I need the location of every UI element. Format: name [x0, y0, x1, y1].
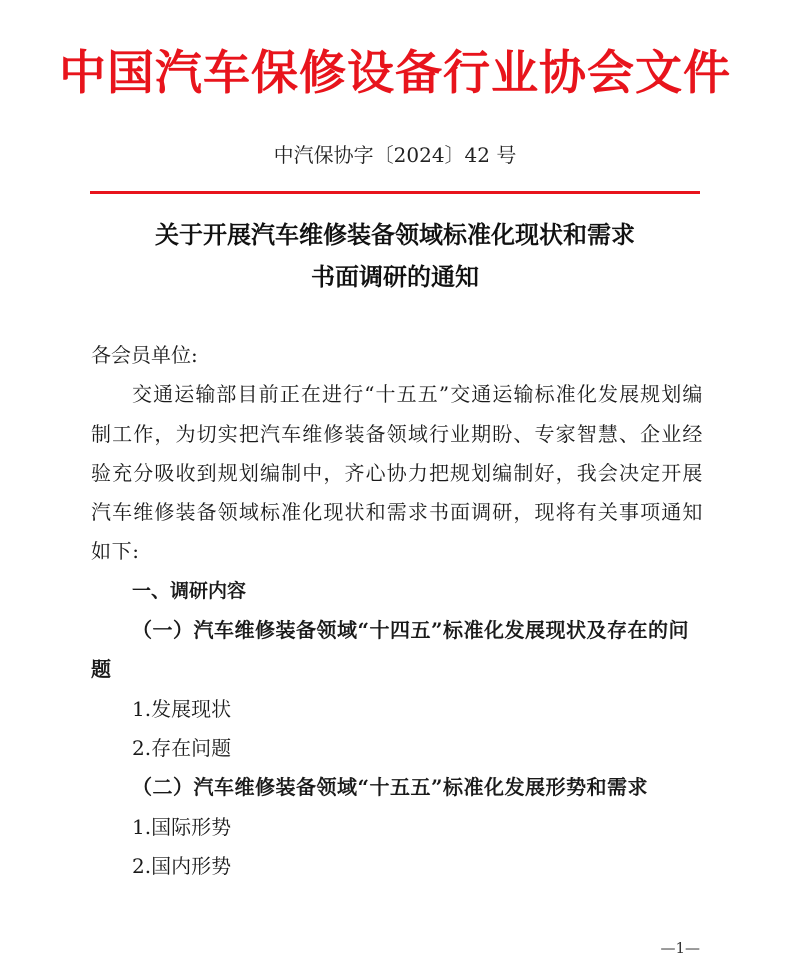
intro-paragraph: 交通运输部目前正在进行“十五五”交通运输标准化发展规划编制工作，为切实把汽车维修装备领域行业期盼、专家智慧、企业经验充分吸收到规划编制中，齐心协力把规划编制好，我会决定开展汽车维修装备领域标准化现状和需求书面调研，现将有关事项通知如下: — [91, 382, 703, 564]
subsection-2-item-1: 1.国际形势 — [132, 814, 232, 839]
notice-title — [0, 214, 790, 298]
section-1-heading: 一、调研内容 — [132, 579, 247, 602]
subsection-1-item-2: 2.存在问题 — [132, 735, 232, 760]
notice-body — [91, 336, 703, 886]
notice-title-line-1: 关于开展汽车维修装备领域标准化现状和需求 — [155, 220, 635, 249]
document-number: 中汽保协字〔2024〕42 号 — [273, 143, 517, 167]
red-divider-line — [90, 191, 700, 194]
salutation: 各会员单位: — [91, 343, 198, 367]
subsection-2-heading: （二）汽车维修装备领域“十五五”标准化发展形势和需求 — [132, 775, 649, 800]
subsection-1-heading: （一）汽车维修装备领域“十四五”标准化发展现状及存在的问题 — [91, 618, 690, 682]
issuer-header-title: 中国汽车保修设备行业协会文件 — [59, 46, 731, 101]
subsection-2-item-2: 2.国内形势 — [132, 853, 232, 878]
subsection-1-item-1: 1.发展现状 — [132, 696, 232, 721]
notice-title-line-2: 书面调研的通知 — [311, 262, 479, 291]
page-number: —1— — [660, 939, 700, 957]
